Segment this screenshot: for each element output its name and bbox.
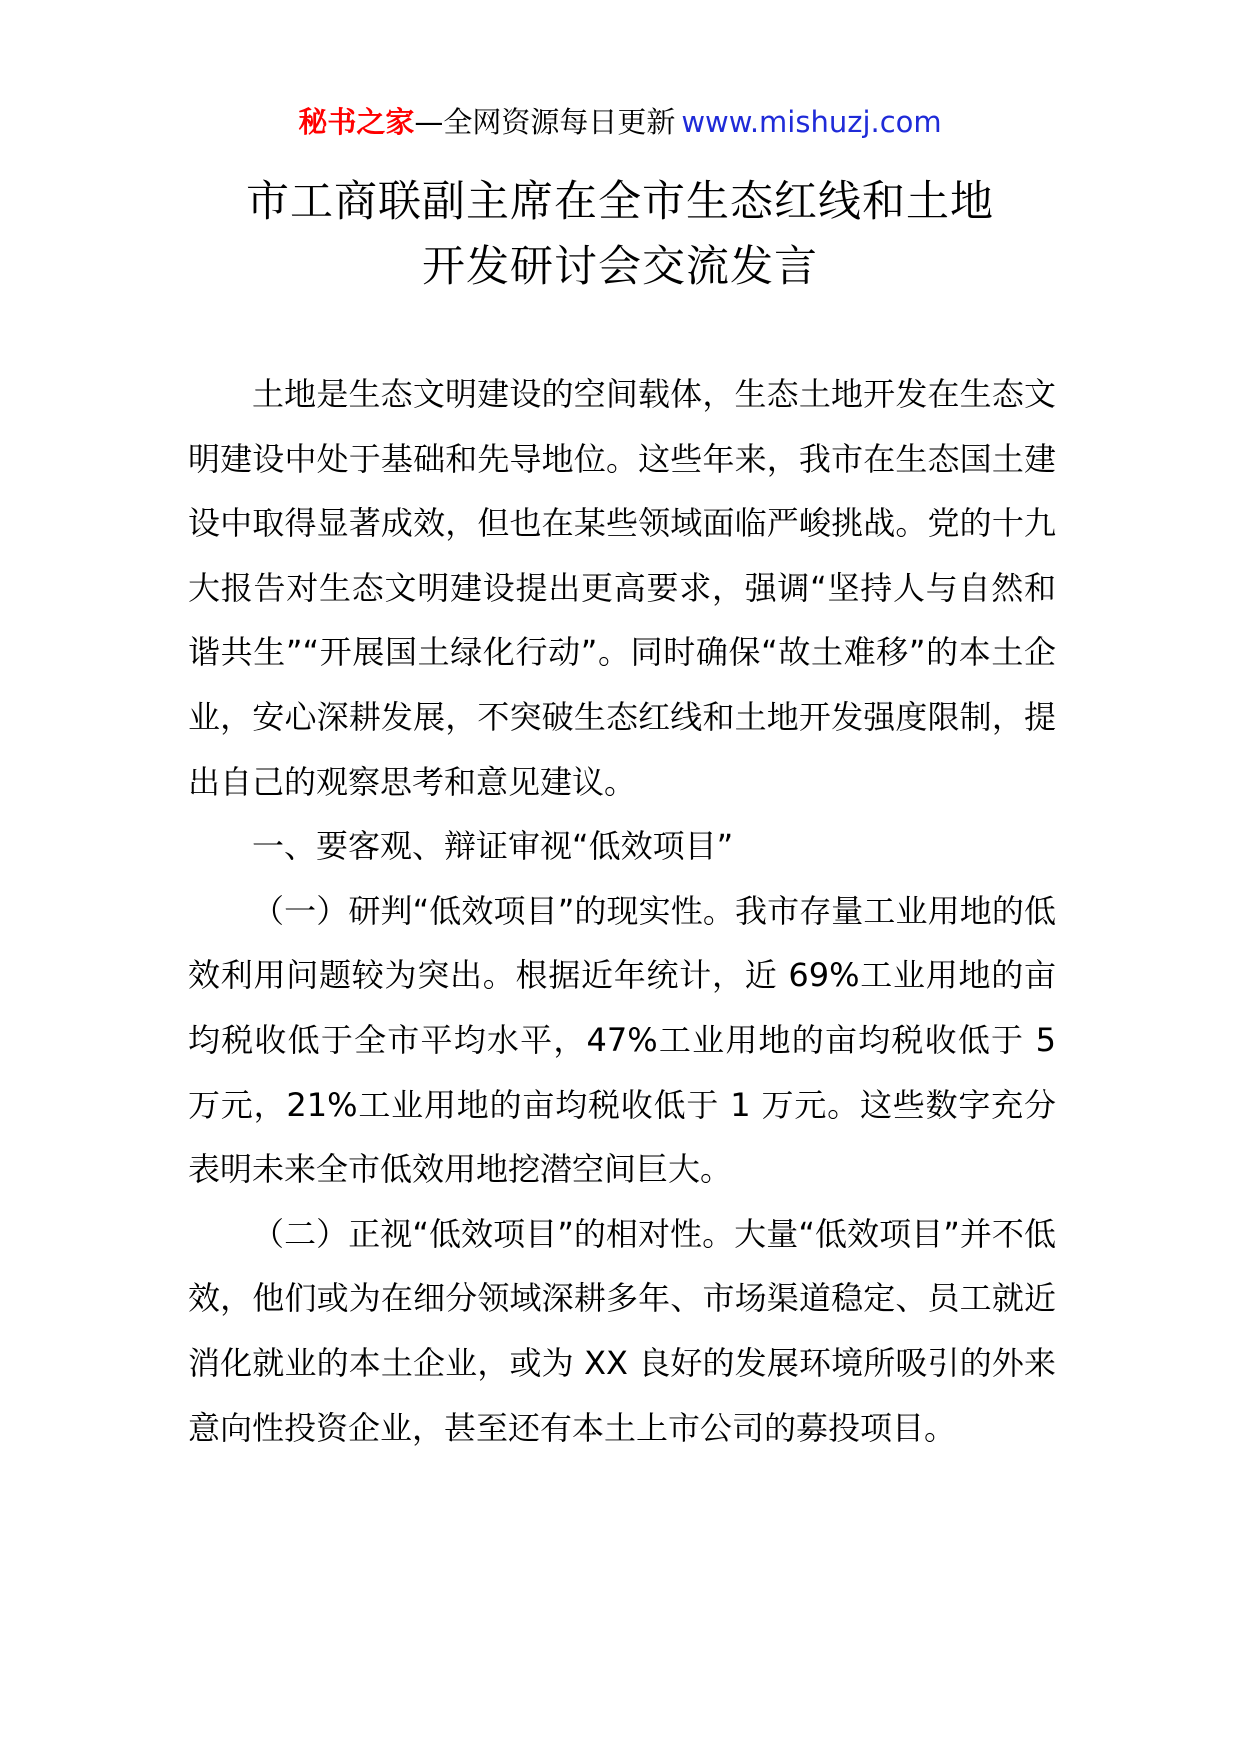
document-body [188,362,1056,1460]
body-paragraph-subsection-2: （二）正视“低效项目”的相对性。大量“低效项目”并不低效，他们或为在细分领域深耕多年、市场渠道稳定、员工就近消化就业的本土企业，或为 XX 良好的发展环境所吸引的外来意向性投资企业，甚至还有本土上市公司的募投项目。 [188,1214,1056,1447]
document-title-line-1: 市工商联副主席在全市生态红线和土地 [246,177,994,227]
brand-name: 秘书之家 [298,105,415,139]
section-heading-1: 一、要客观、辩证审视“低效项目” [252,827,734,866]
site-header [0,102,1240,142]
header-slogan: —全网资源每日更新 [414,105,676,139]
body-paragraph-intro: 土地是生态文明建设的空间载体，生态土地开发在生态文明建设中处于基础和先导地位。这些年来，我市在生态国土建设中取得显著成效，但也在某些领域面临严峻挑战。党的十九大报告对生态文明建设提出更高要求，强调“坚持人与自然和谐共生”“开展国土绿化行动”。同时确保“故土难移”的本土企业，安心深耕发展，不突破生态红线和土地开发强度限制，提出自己的观察思考和意见建议。 [188,375,1056,801]
document-title-line-2: 开发研讨会交流发言 [422,242,818,292]
body-paragraph-subsection-1: （一）研判“低效项目”的现实性。我市存量工业用地的低效利用问题较为突出。根据近年统计，近 69%工业用地的亩均税收低于全市平均水平，47%工业用地的亩均税收低于 5 万元，21%工业用地的亩均税收低于 1 万元。这些数字充分表明未来全市低效用地挖潜空间巨大。 [188,891,1056,1189]
site-url-link[interactable]: www.mishuzj.com [681,105,942,139]
